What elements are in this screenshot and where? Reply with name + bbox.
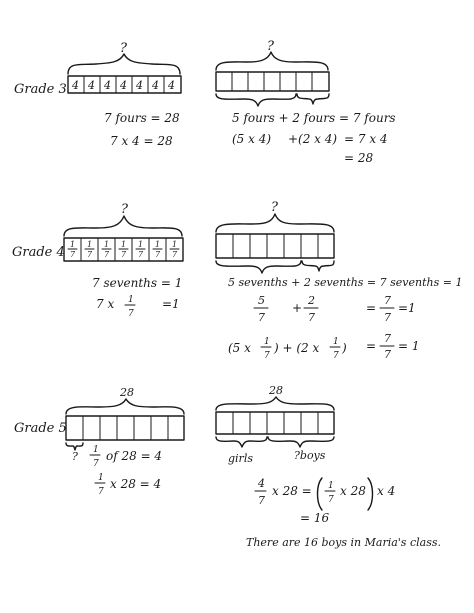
grade3-right-line-2c: = 7 x 4 [344,132,388,146]
grade5-boys-label: ?boys [294,449,326,462]
grade5-left-total: 28 [120,386,134,399]
grade5-right-brace [216,397,334,410]
svg-text:7: 7 [258,494,265,507]
svg-text:7: 7 [128,309,134,319]
grade5-girls-label: girls [228,452,253,465]
grade4-right-line-2 [254,294,416,324]
grade4-cell-fraction-6 [153,240,162,259]
svg-text:7 x: 7 x [96,297,115,311]
grade5-section [14,384,441,549]
grade5-left-tape-dividers [83,416,168,440]
grade4-equation-1: 7 sevenths = 1 [92,276,183,290]
grade5-right-total: 28 [269,384,283,397]
grade4-left-question: ? [121,202,128,217]
grade4-cell-fraction-1 [68,240,77,259]
grade5-right-tape [216,412,334,434]
grade5-left-line-1 [72,445,162,469]
grade3-cell-2: 4 [88,79,95,92]
grade5-label: Grade 5 [14,421,67,436]
grade3-right-line-2b: +(2 x 4) [288,132,338,146]
svg-text:): ) [342,341,347,355]
svg-text:=: = [366,339,377,353]
grade3-left-question: ? [120,41,127,56]
grade3-cell-1: 4 [72,79,79,92]
grade4-cell-fraction-7 [170,240,179,259]
grade5-right-girls-brace [216,437,267,447]
svg-text:7: 7 [384,332,391,345]
grade4-right-brace [216,214,334,232]
grade5-right-boys-brace [268,437,334,447]
grade4-cell-fraction-3 [102,240,111,259]
grade3-label: Grade 3 [14,82,67,97]
grade4-right-tape-dividers [233,234,318,258]
svg-text:x 28 = 4: x 28 = 4 [110,477,162,491]
grade5-left-single-brace [66,443,83,450]
grade4-left-brace [64,216,182,236]
svg-text:= 1: = 1 [398,339,420,353]
svg-text:7: 7 [87,250,93,259]
svg-text:1: 1 [328,481,334,491]
svg-text:x 28 =: x 28 = [272,484,312,498]
grade3-section [14,39,396,165]
svg-text:1: 1 [128,295,134,305]
svg-text:7: 7 [121,250,127,259]
grade3-cell-4: 4 [120,79,127,92]
grade5-left-brace [66,399,184,414]
svg-text:5: 5 [258,294,265,307]
svg-text:7: 7 [384,311,391,324]
svg-text:7: 7 [104,250,110,259]
grade4-right-question: ? [271,200,278,215]
svg-text:(5 x: (5 x [228,341,251,355]
svg-text:1: 1 [155,240,161,249]
grade4-left-tape-fractions [68,240,179,259]
svg-text:?: ? [72,450,78,463]
svg-text:4: 4 [258,477,265,490]
grade3-right-line-2a: (5 x 4) [232,132,272,146]
svg-text:7: 7 [98,487,104,497]
svg-text:=1: =1 [162,297,180,311]
svg-text:7: 7 [264,351,270,361]
svg-text:7: 7 [138,250,144,259]
grade3-right-question: ? [267,39,274,54]
grade3-equation-2: 7 x 4 = 28 [110,134,173,148]
grade5-left-line-2 [95,473,161,497]
svg-text:1: 1 [138,240,144,249]
grade5-left-tape [66,416,184,440]
svg-text:1: 1 [172,240,178,249]
grade3-right-bottom-brace-2 [297,94,329,104]
svg-text:1: 1 [121,240,127,249]
grade4-right-tape [216,234,334,258]
svg-text:7: 7 [172,250,178,259]
svg-text:7: 7 [155,250,161,259]
grade3-cell-3: 4 [104,79,111,92]
grade5-result: = 16 [300,511,330,525]
grade4-cell-fraction-4 [119,240,128,259]
grade4-cell-fraction-2 [85,240,94,259]
grade4-right-line-1: 5 sevenths + 2 sevenths = 7 sevenths = 1 [228,276,463,289]
svg-text:1: 1 [93,445,99,455]
grade5-right-tape-dividers [233,412,318,434]
svg-text:of 28 = 4: of 28 = 4 [106,449,163,463]
svg-text:2: 2 [308,294,315,307]
grade4-right-bottom-brace-2 [302,261,334,271]
grade5-right-paren [368,478,373,510]
grade4-section [12,200,462,361]
grade3-cell-7: 4 [168,79,175,92]
svg-text:7: 7 [308,311,315,324]
grade5-left-paren [318,478,323,510]
grade5-conclusion: There are 16 boys in Maria's class. [246,536,441,549]
svg-text:7: 7 [333,351,339,361]
grade3-cell-5: 4 [136,79,143,92]
grade3-right-brace [216,52,328,70]
svg-text:x 28: x 28 [340,484,366,498]
grade3-equation-1: 7 fours = 28 [104,111,180,125]
grade4-cell-fraction-5 [136,240,145,259]
grade3-left-brace [68,54,180,74]
grade4-label: Grade 4 [12,245,65,260]
svg-text:) + (2 x: ) + (2 x [274,341,320,355]
grade4-right-line-3 [228,332,420,361]
grade5-right-equation [255,477,395,510]
svg-text:+: + [292,301,303,315]
svg-text:7: 7 [70,250,76,259]
svg-text:x 4: x 4 [377,484,396,498]
grade3-right-tape-dividers [232,72,312,91]
svg-text:7: 7 [384,294,391,307]
svg-text:=1: =1 [398,301,416,315]
grade4-equation-2 [96,295,180,319]
grade3-cell-6: 4 [152,79,159,92]
svg-text:1: 1 [264,337,270,347]
svg-text:1: 1 [104,240,110,249]
svg-text:7: 7 [384,348,391,361]
svg-text:7: 7 [258,311,265,324]
svg-text:1: 1 [98,473,104,483]
svg-text:7: 7 [328,495,334,505]
svg-text:1: 1 [70,240,76,249]
svg-text:=: = [366,301,377,315]
grade3-right-bottom-brace-5 [216,94,296,106]
svg-text:7: 7 [93,459,99,469]
svg-text:1: 1 [333,337,339,347]
svg-text:1: 1 [87,240,93,249]
grade3-right-line-3: = 28 [344,151,374,165]
grade3-right-line-1: 5 fours + 2 fours = 7 fours [232,111,396,125]
grade4-right-bottom-brace-5 [216,261,301,273]
